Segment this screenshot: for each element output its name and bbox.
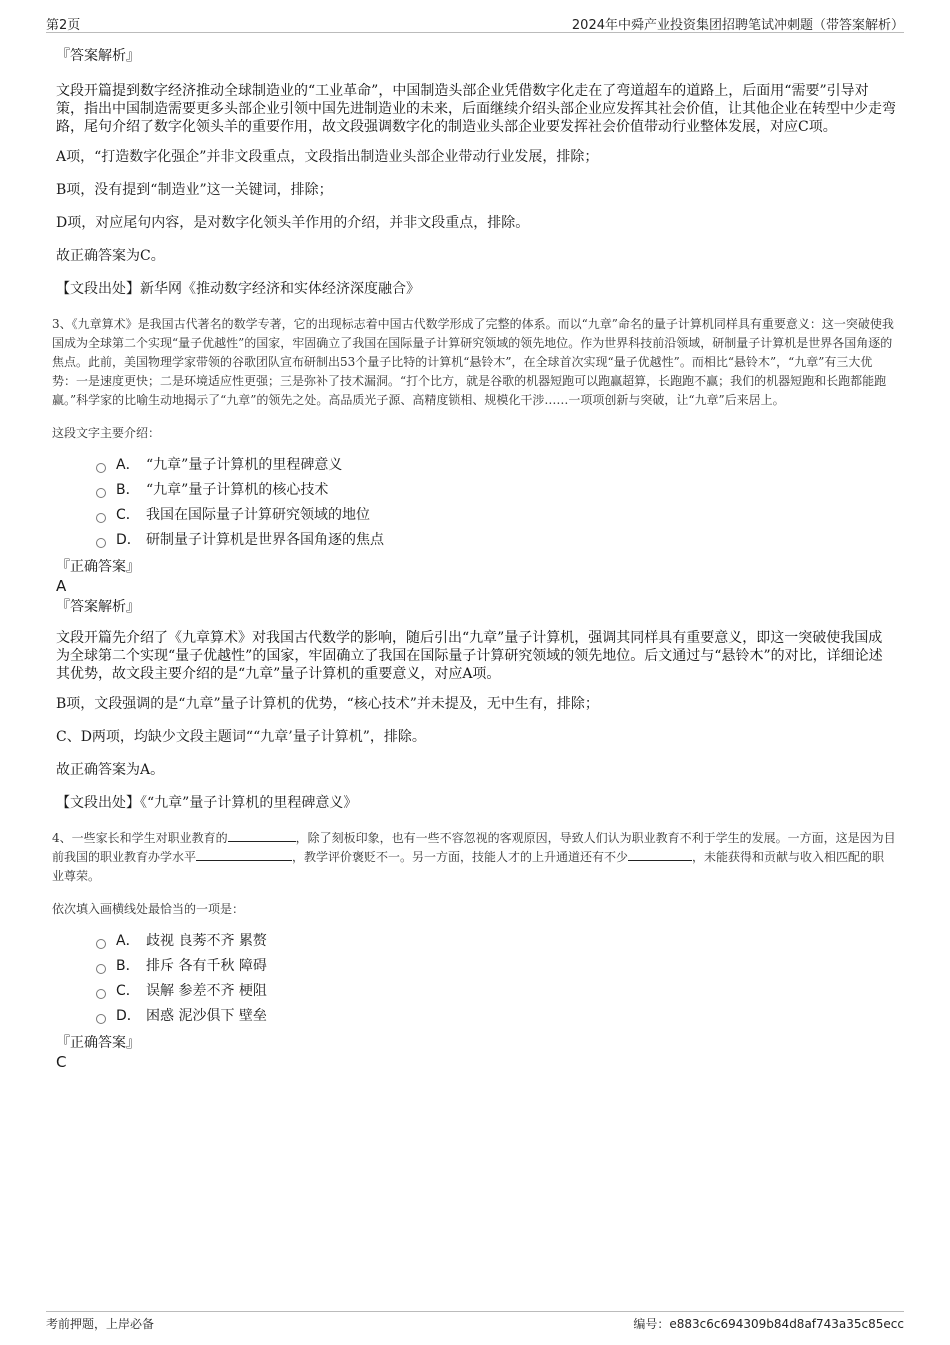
document-id: 编号：e883c6c694309b84d8af743a35c85ecc bbox=[633, 1317, 904, 1331]
page-footer bbox=[46, 1311, 904, 1332]
source: 【文段出处】新华网《推动数字经济和实体经济深度融合》 bbox=[56, 281, 420, 297]
radio-icon[interactable] bbox=[96, 538, 106, 548]
question-3-options bbox=[96, 453, 896, 553]
radio-icon[interactable] bbox=[96, 939, 106, 949]
question-4-options bbox=[96, 929, 896, 1029]
answer-value: A bbox=[56, 577, 67, 595]
analysis-label: 『答案解析』 bbox=[56, 48, 140, 64]
radio-icon[interactable] bbox=[96, 513, 106, 523]
document-body bbox=[52, 46, 896, 1071]
option-a[interactable]: A． 歧视 良莠不齐 累赘 bbox=[96, 929, 896, 954]
question-3-stem: 3、《九章算术》是我国古代著名的数学专著，它的出现标志着中国古代数学形成了完整的体系。而以“九章”命名的量子计算机同样具有重要意义：这一突破使我国成为全球第二个实现“量子优越性”的国家，牢固确立了我国在国际量子计算研究领域的领先地位。作为世界科技前沿领域，研制量子计算机是世界各国角逐的焦点。此前，美国物理学家带领的谷歌团队宣布研制出53个量子比特的计算机“悬铃木”，在全球首次实现“量子优越性”。而相比“悬铃木”，“九章”有三大优势：一是速度更快；二是环境适应性更强；三是弥补了技术漏洞。“打个比方，就是谷歌的机器短跑可以跑赢超算，长跑跑不赢；我们的机器短跑和长跑都能跑赢。”科学家的比喻生动地揭示了“九章”的领先之处。高品质光子源、高精度锁相、规模化干涉……一项项创新与突破，让“九章”后来居上。 bbox=[52, 317, 894, 407]
source: 【文段出处】《“九章”量子计算机的里程碑意义》 bbox=[56, 795, 358, 811]
note-b: B项，文段强调的是“九章”量子计算机的优势，“核心技术”并未提及，无中生有，排除； bbox=[56, 696, 599, 712]
radio-icon[interactable] bbox=[96, 463, 106, 473]
note-b: B项，没有提到“制造业”这一关键词，排除； bbox=[56, 182, 333, 198]
radio-icon[interactable] bbox=[96, 1014, 106, 1024]
note-a: A项，“打造数字化强企”并非文段重点，文段指出制造业头部企业带动行业发展，排除； bbox=[56, 149, 599, 165]
note-cd: C、D两项，均缺少文段主题词““九章’量子计算机”，排除。 bbox=[56, 729, 426, 745]
option-b[interactable]: B． 排斥 各有千秋 障碍 bbox=[96, 954, 896, 979]
blank-3 bbox=[628, 848, 692, 861]
answer-value: C bbox=[56, 1053, 67, 1071]
answer-label: 『正确答案』 bbox=[56, 1035, 140, 1051]
question-3-prompt: 这段文字主要介绍： bbox=[52, 426, 161, 440]
footer-slogan: 考前押题，上岸必备 bbox=[46, 1317, 155, 1331]
page-number: 第2页 bbox=[46, 18, 81, 33]
option-d[interactable]: D． 困惑 泥沙俱下 壁垒 bbox=[96, 1004, 896, 1029]
question-4-stem: 4、一些家长和学生对职业教育的 ，除了刻板印象，也有一些不容忽视的客观原因，导致人们认为职业教育不利于学生的发展。一方面，这是因为目前我国的职业教育办学水平 ，教学评价褒贬不一。另一方面，技能人才的上升通道还有不少 ，未能获得和贡献与收入相匹配的职业尊荣。 bbox=[52, 831, 896, 883]
page-header bbox=[46, 12, 904, 33]
note-d: D项，对应尾句内容，是对数字化领头羊作用的介绍，并非文段重点，排除。 bbox=[56, 215, 530, 231]
analysis-label: 『答案解析』 bbox=[56, 599, 140, 615]
document-title: 2024年中舜产业投资集团招聘笔试冲刺题（带答案解析） bbox=[571, 18, 904, 33]
answer-label: 『正确答案』 bbox=[56, 559, 140, 575]
blank-2 bbox=[196, 848, 292, 861]
question-4-prompt: 依次填入画横线处最恰当的一项是： bbox=[52, 902, 245, 916]
option-b[interactable]: B． “九章”量子计算机的核心技术 bbox=[96, 478, 896, 503]
conclusion: 故正确答案为A。 bbox=[56, 762, 165, 778]
option-c[interactable]: C． 我国在国际量子计算研究领域的地位 bbox=[96, 503, 896, 528]
analysis-text: 文段开篇提到数字经济推动全球制造业的“工业革命”，中国制造头部企业凭借数字化走在了弯道超车的道路上，后面用“需要”引导对策，指出中国制造需要更多头部企业引领中国先进制造业的未来，后面继续介绍头部企业应发挥其社会价值，让其他企业在转型中少走弯路，尾句介绍了数字化领头羊的重要作用，故文段强调数字化的制造业头部企业要发挥社会价值带动行业整体发展，对应C项。 bbox=[56, 83, 896, 135]
option-c[interactable]: C． 误解 参差不齐 梗阻 bbox=[96, 979, 896, 1004]
conclusion: 故正确答案为C。 bbox=[56, 248, 165, 264]
radio-icon[interactable] bbox=[96, 989, 106, 999]
radio-icon[interactable] bbox=[96, 488, 106, 498]
radio-icon[interactable] bbox=[96, 964, 106, 974]
analysis-text: 文段开篇先介绍了《九章算术》对我国古代数学的影响，随后引出“九章”量子计算机，强调其同样具有重要意义，即这一突破使我国成为全球第二个实现“量子优越性”的国家，牢固确立了我国在国际量子计算研究领域的领先地位。后文通过与“悬铃木”的对比，详细论述其优势，故文段主要介绍的是“九章”量子计算机的重要意义，对应A项。 bbox=[56, 630, 883, 682]
option-d[interactable]: D． 研制量子计算机是世界各国角逐的焦点 bbox=[96, 528, 896, 553]
blank-1 bbox=[228, 829, 296, 842]
option-a[interactable]: A． “九章”量子计算机的里程碑意义 bbox=[96, 453, 896, 478]
